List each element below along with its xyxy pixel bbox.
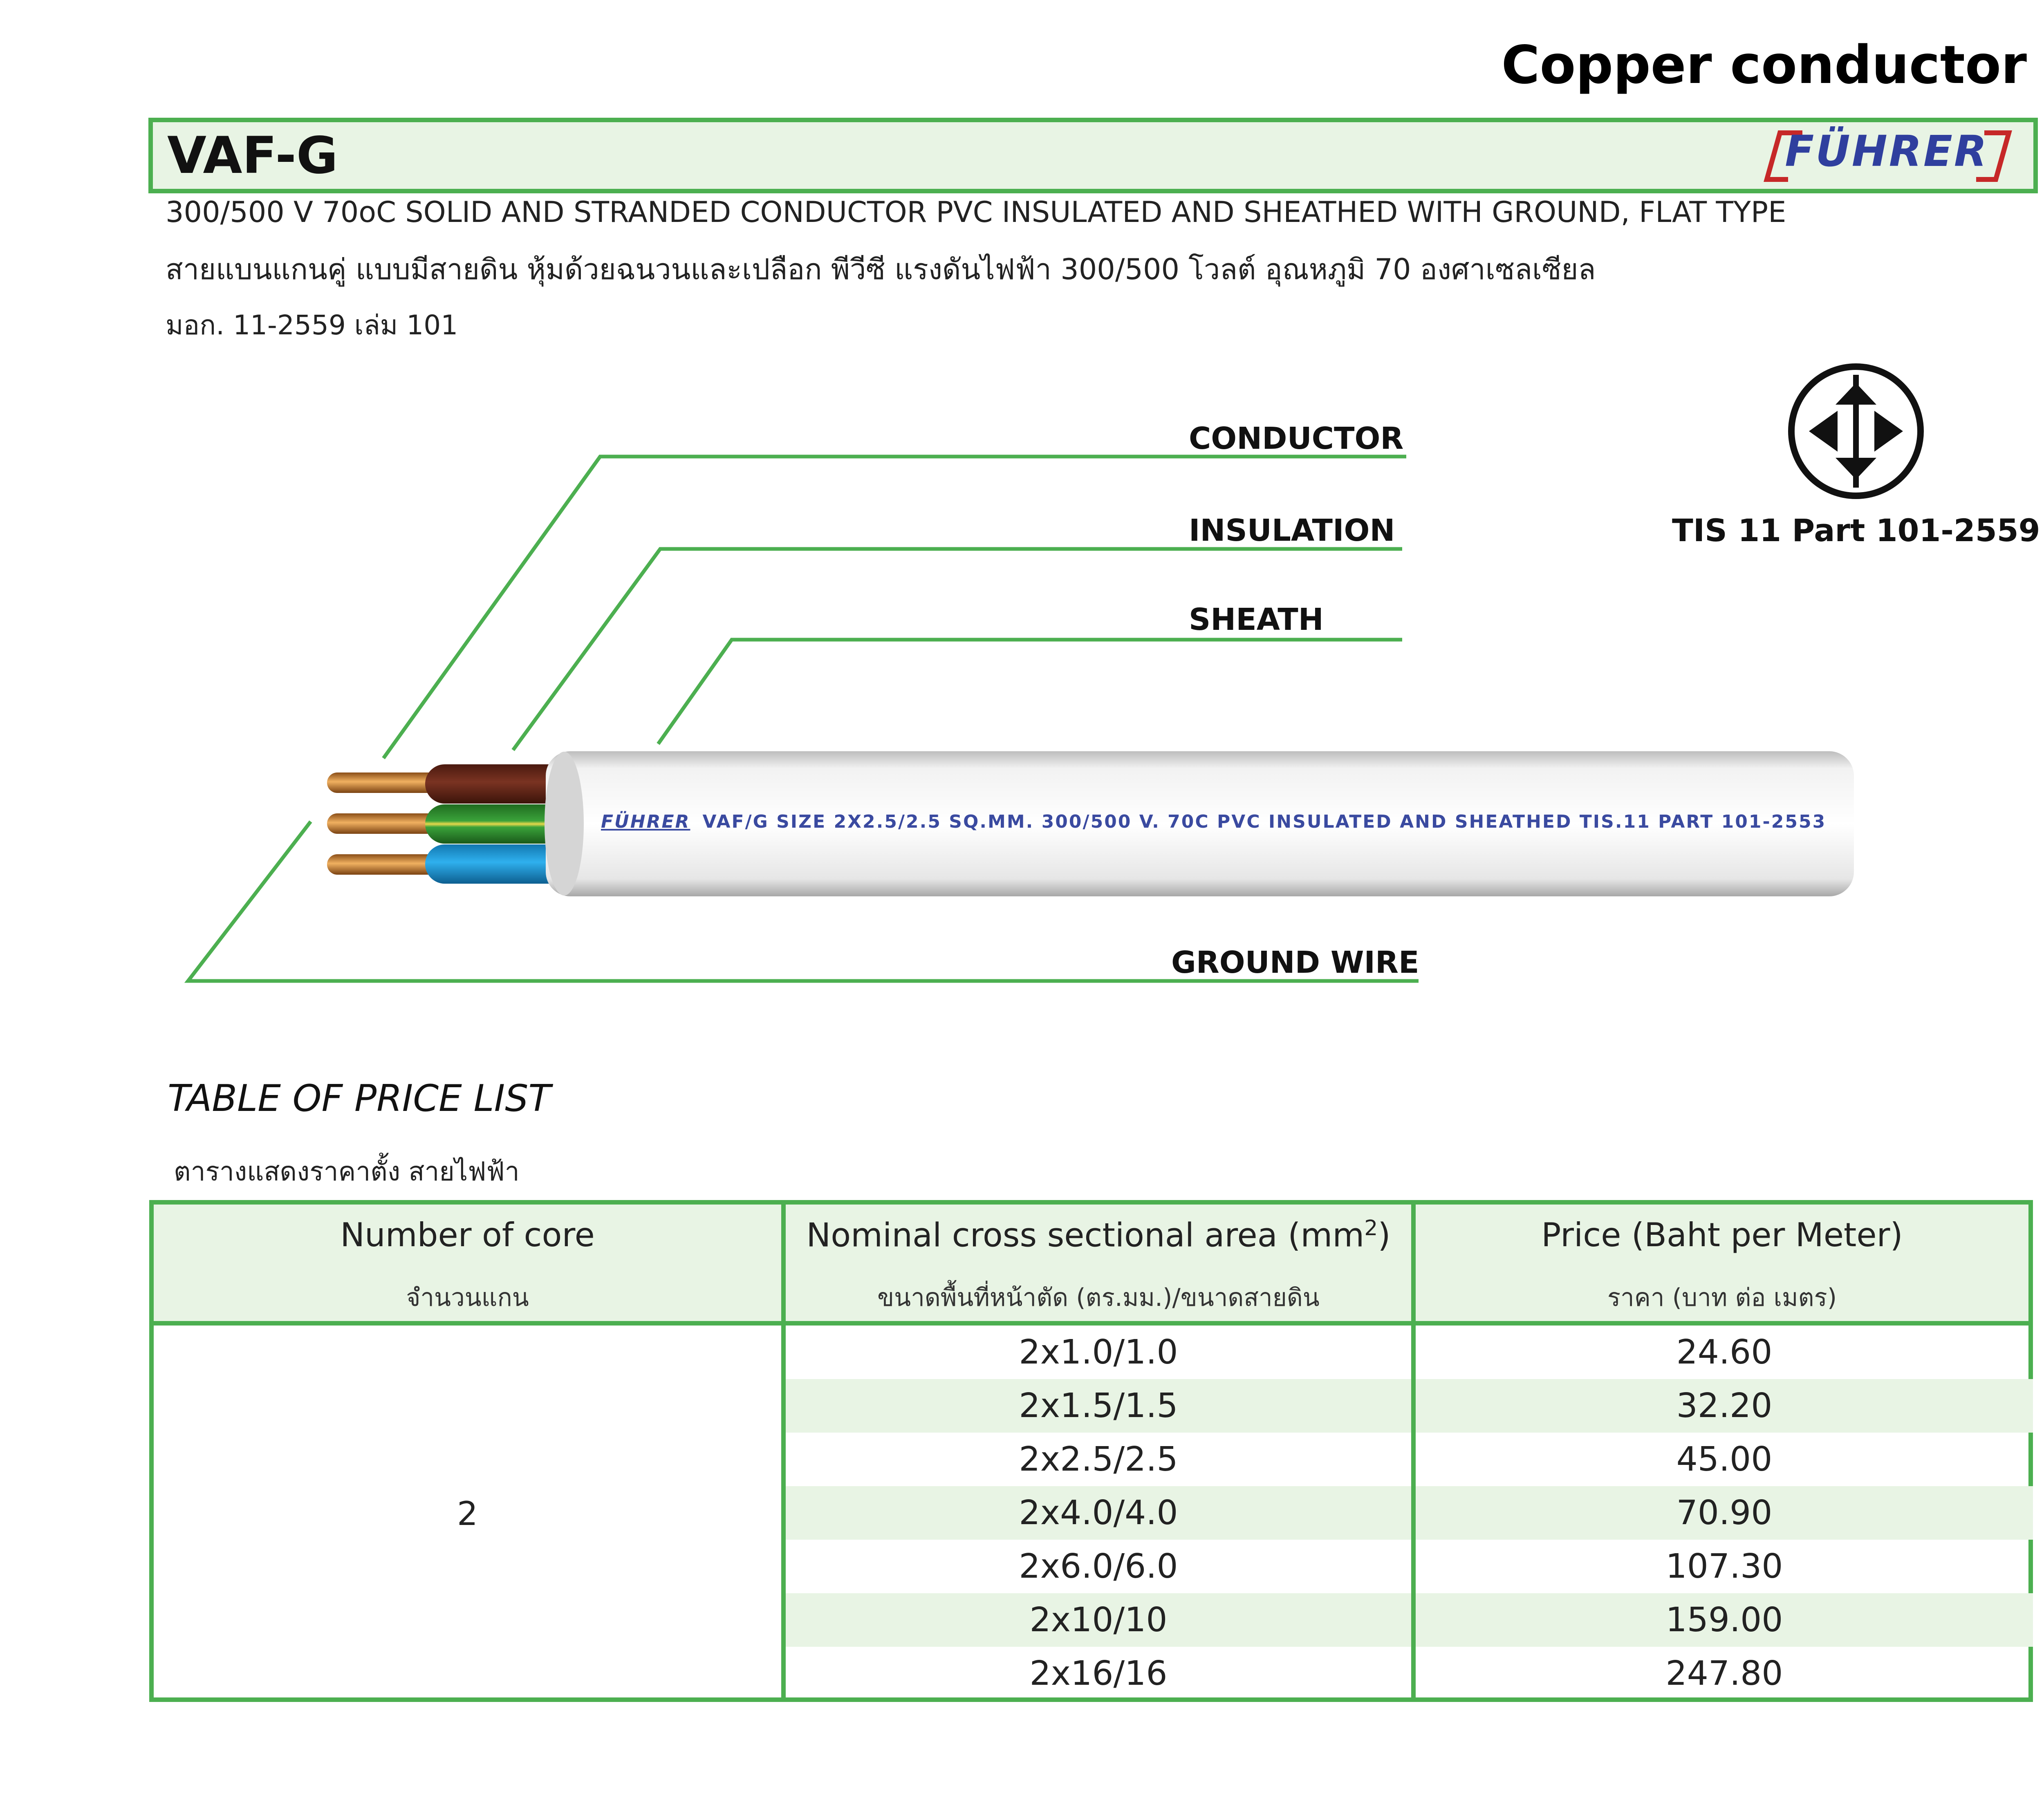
table-row: [786, 1486, 2033, 1540]
label-conductor: CONDUCTOR: [1189, 421, 1404, 456]
cable-print: [601, 811, 1826, 832]
product-code: VAF-G: [167, 126, 338, 185]
tis-label: TIS 11 Part 101-2559: [1672, 512, 2040, 549]
header-area-thai: ขนาดพื้นที่หน้าตัด (ตร.มม.)/ขนาดสายดิน: [877, 1283, 1320, 1312]
price-cell: 45.00: [1676, 1440, 1773, 1479]
header-price-thai: ราคา (บาท ต่อ เมตร): [1607, 1283, 1837, 1312]
spec-english: 300/500 V 70oC SOLID AND STRANDED CONDUCTOR PVC INSULATED AND SHEATHED WITH GROUND, FLAT TYPE: [166, 195, 1786, 229]
core-count-cell: 2: [457, 1495, 478, 1533]
header-separator: [154, 1321, 2028, 1326]
table-title: TABLE OF PRICE LIST: [168, 1077, 551, 1120]
insulation-leader-line: [513, 549, 1402, 750]
standard-reference: มอก. 11-2559 เล่ม 101: [166, 309, 458, 341]
cable-brand: FÜHRER: [601, 811, 690, 832]
header-area-label: [786, 1216, 1411, 1254]
header-core-label: Number of core: [340, 1216, 595, 1254]
spec-thai: สายแบนแกนคู่ แบบมีสายดิน หุ้มด้วยฉนวนและเปลือก พีวีซี แรงดันไฟฟ้า 300/500 โวลต์ อุณหภูมิ 70 องศาเซลเซียล: [166, 253, 1596, 286]
label-ground-wire: GROUND WIRE: [1171, 945, 1419, 980]
header-area: [786, 1205, 1411, 1321]
sheath-end: [545, 752, 584, 896]
cable-print-text: VAF/G SIZE 2X2.5/2.5 SQ.MM. 300/500 V. 70C PVC INSULATED AND SHEATHED TIS.11 PART 101-2553: [702, 811, 1827, 832]
title-band: [148, 118, 2038, 193]
column-divider: [781, 1205, 786, 1697]
header-area-close: ): [1378, 1216, 1391, 1254]
area-cell: 2x2.5/2.5: [1019, 1440, 1178, 1479]
price-cell: 24.60: [1676, 1333, 1773, 1372]
header-area-text: Nominal cross sectional area (mm: [806, 1216, 1365, 1254]
label-sheath: SHEATH: [1189, 602, 1324, 637]
price-cell: 107.30: [1665, 1547, 1783, 1586]
label-insulation: INSULATION: [1189, 513, 1395, 548]
area-cell: 2x1.0/1.0: [1019, 1333, 1178, 1372]
price-cell: 32.20: [1676, 1386, 1773, 1425]
table-row: [786, 1540, 2033, 1593]
header-area-sup: 2: [1364, 1216, 1378, 1240]
sheath-leader-line: [658, 640, 1402, 744]
brand-logo-text: FÜHRER: [1785, 126, 1988, 176]
area-cell: 2x6.0/6.0: [1019, 1547, 1178, 1586]
table-row: [786, 1647, 2033, 1700]
table-row: [786, 1379, 2033, 1433]
table-row: [786, 1593, 2033, 1647]
page-heading: Copper conductor: [1501, 35, 2027, 96]
header-core-thai: จำนวนแกน: [406, 1283, 529, 1312]
table-row: [786, 1326, 2033, 1379]
price-cell: 247.80: [1665, 1654, 1783, 1693]
header-price: [1416, 1205, 2028, 1321]
table-subtitle: ตารางแสดงราคาตั้ง สายไฟฟ้า: [174, 1157, 520, 1187]
header-core: [154, 1205, 781, 1321]
price-cell: 70.90: [1676, 1493, 1773, 1532]
area-cell: 2x10/10: [1029, 1601, 1168, 1639]
area-cell: 2x16/16: [1029, 1654, 1168, 1693]
price-cell: 159.00: [1665, 1601, 1783, 1639]
tis-certification-icon: [1786, 362, 1925, 501]
area-cell: 2x1.5/1.5: [1019, 1386, 1178, 1425]
header-price-label: Price (Baht per Meter): [1541, 1216, 1903, 1254]
table-row: [786, 1433, 2033, 1486]
area-cell: 2x4.0/4.0: [1019, 1493, 1178, 1532]
column-divider: [1411, 1205, 1416, 1697]
price-table: [149, 1200, 2033, 1702]
